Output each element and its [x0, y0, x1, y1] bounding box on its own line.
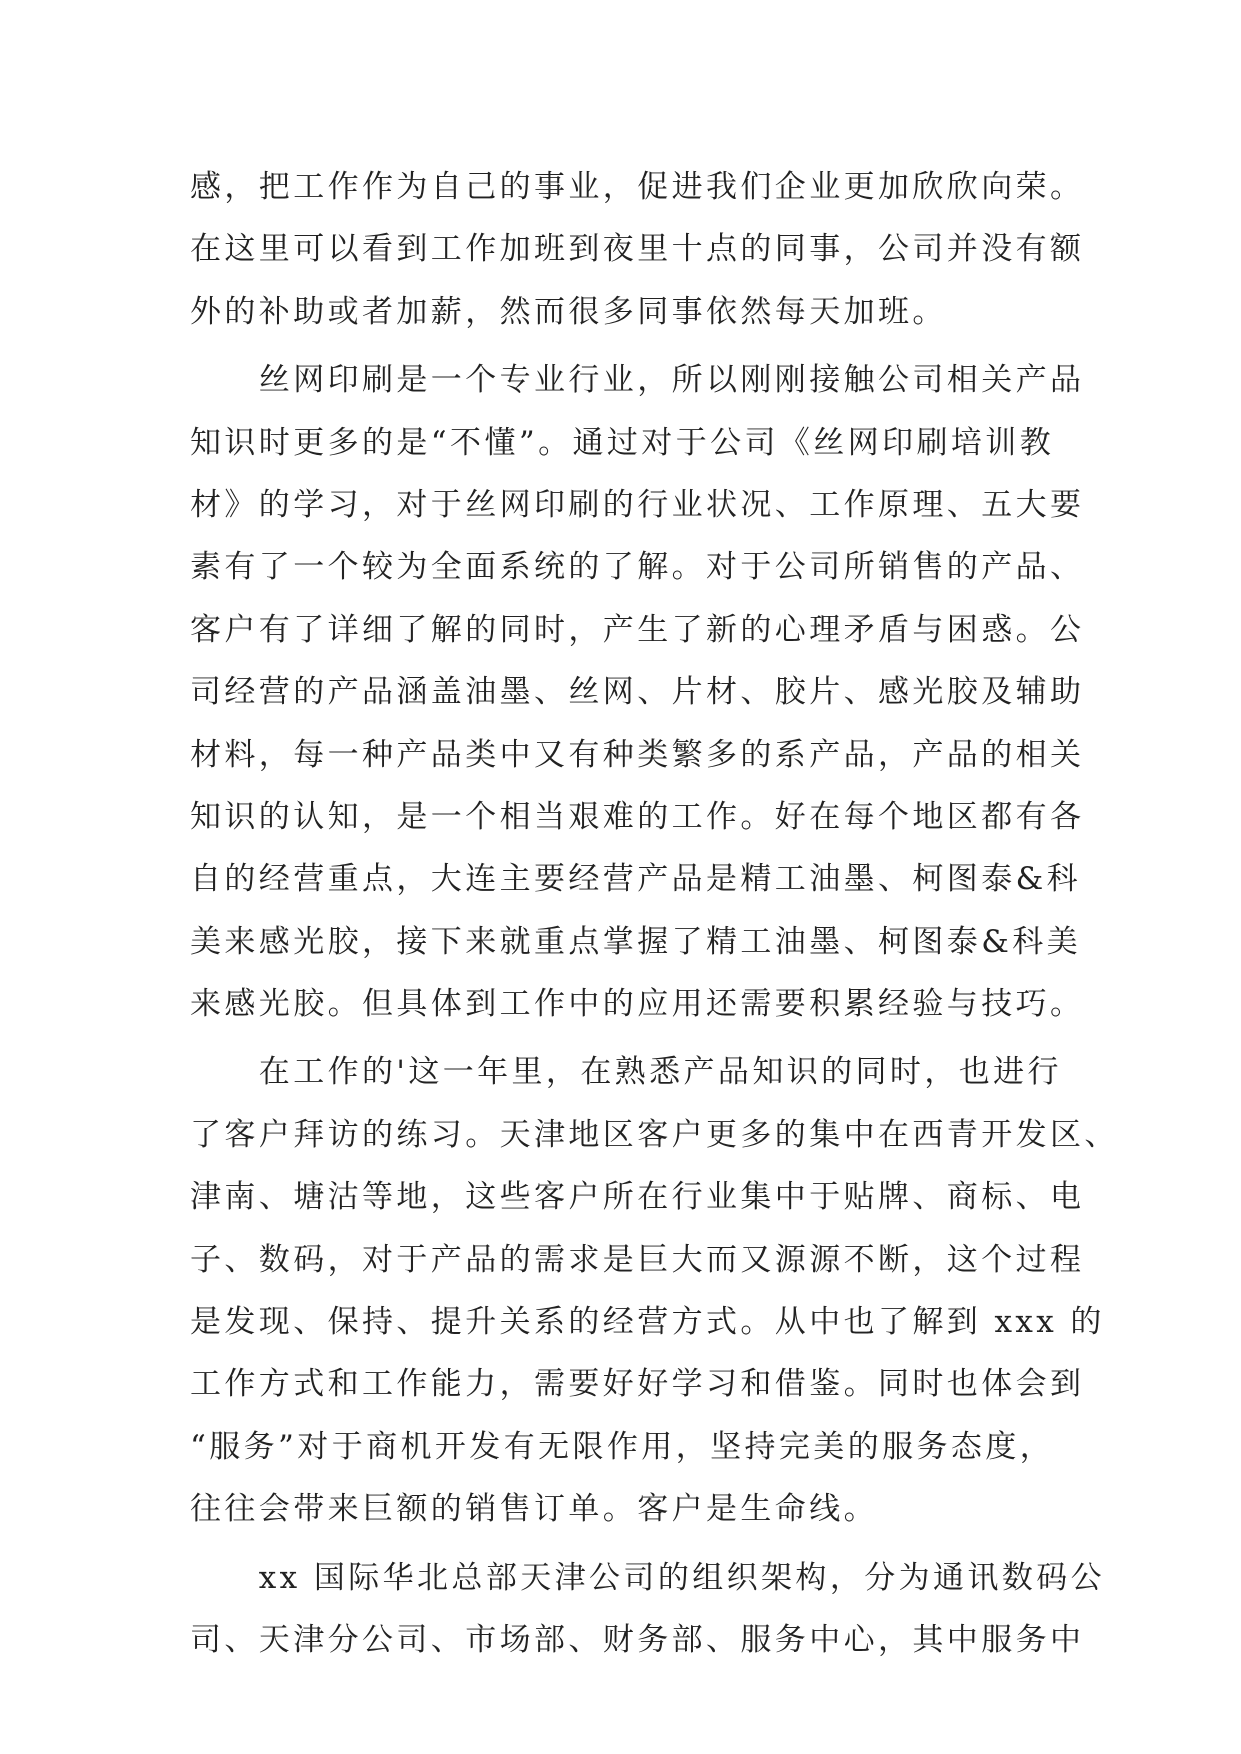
document-body	[190, 156, 1119, 1671]
text-line: 在这里可以看到工作加班到夜里十点的同事，公司并没有额	[190, 231, 1085, 268]
text-line: 知识时更多的是“不懂”。通过对于公司《丝网印刷培训教	[190, 424, 1055, 461]
text-line: 在工作的'这一年里，在熟悉产品知识的同时，也进行	[190, 1054, 1062, 1091]
paragraph-4	[190, 1547, 1106, 1672]
text-line: “服务”对于商机开发有无限作用，坚持完美的服务态度，	[190, 1428, 1055, 1465]
paragraph-2	[190, 349, 1085, 1035]
text-line: xx 国际华北总部天津公司的组织架构，分为通讯数码公	[190, 1559, 1106, 1596]
text-line: 津南、塘沽等地，这些客户所在行业集中于贴牌、商标、电	[190, 1179, 1085, 1216]
text-line: 是发现、保持、提升关系的经营方式。从中也了解到 xxx 的	[190, 1304, 1105, 1341]
text-line: 素有了一个较为全面系统的了解。对于公司所销售的产品、	[190, 549, 1085, 586]
text-line: 子、数码，对于产品的需求是巨大而又源源不断，这个过程	[190, 1241, 1085, 1278]
text-line: 美来感光胶，接下来就重点掌握了精工油墨、柯图泰&科美	[190, 923, 1081, 960]
text-line: 工作方式和工作能力，需要好好学习和借鉴。同时也体会到	[190, 1366, 1085, 1403]
text-line: 知识的认知，是一个相当艰难的工作。好在每个地区都有各	[190, 798, 1085, 835]
text-line: 往往会带来巨额的销售订单。客户是生命线。	[190, 1491, 878, 1528]
text-line: 材》的学习，对于丝网印刷的行业状况、工作原理、五大要	[190, 486, 1085, 523]
paragraph-1	[190, 156, 1085, 343]
text-line: 司经营的产品涵盖油墨、丝网、片材、胶片、感光胶及辅助	[190, 674, 1085, 711]
text-line: 了客户拜访的练习。天津地区客户更多的集中在西青开发区、	[190, 1116, 1119, 1153]
text-line: 感，把工作作为自己的事业，促进我们企业更加欣欣向荣。	[190, 169, 1085, 205]
text-line: 客户有了详细了解的同时，产生了新的心理矛盾与困惑。公	[190, 611, 1085, 648]
text-line: 自的经营重点，大连主要经营产品是精工油墨、柯图泰&科	[190, 861, 1081, 898]
text-line: 外的补助或者加薪，然而很多同事依然每天加班。	[190, 293, 947, 330]
text-line: 来感光胶。但具体到工作中的应用还需要积累经验与技巧。	[190, 986, 1085, 1023]
text-line: 司、天津分公司、市场部、财务部、服务中心，其中服务中	[190, 1621, 1085, 1658]
paragraph-3	[190, 1041, 1119, 1540]
text-line: 材料，每一种产品类中又有种类繁多的系产品，产品的相关	[190, 736, 1085, 773]
text-line: 丝网印刷是一个专业行业，所以刚刚接触公司相关产品	[190, 362, 1085, 399]
